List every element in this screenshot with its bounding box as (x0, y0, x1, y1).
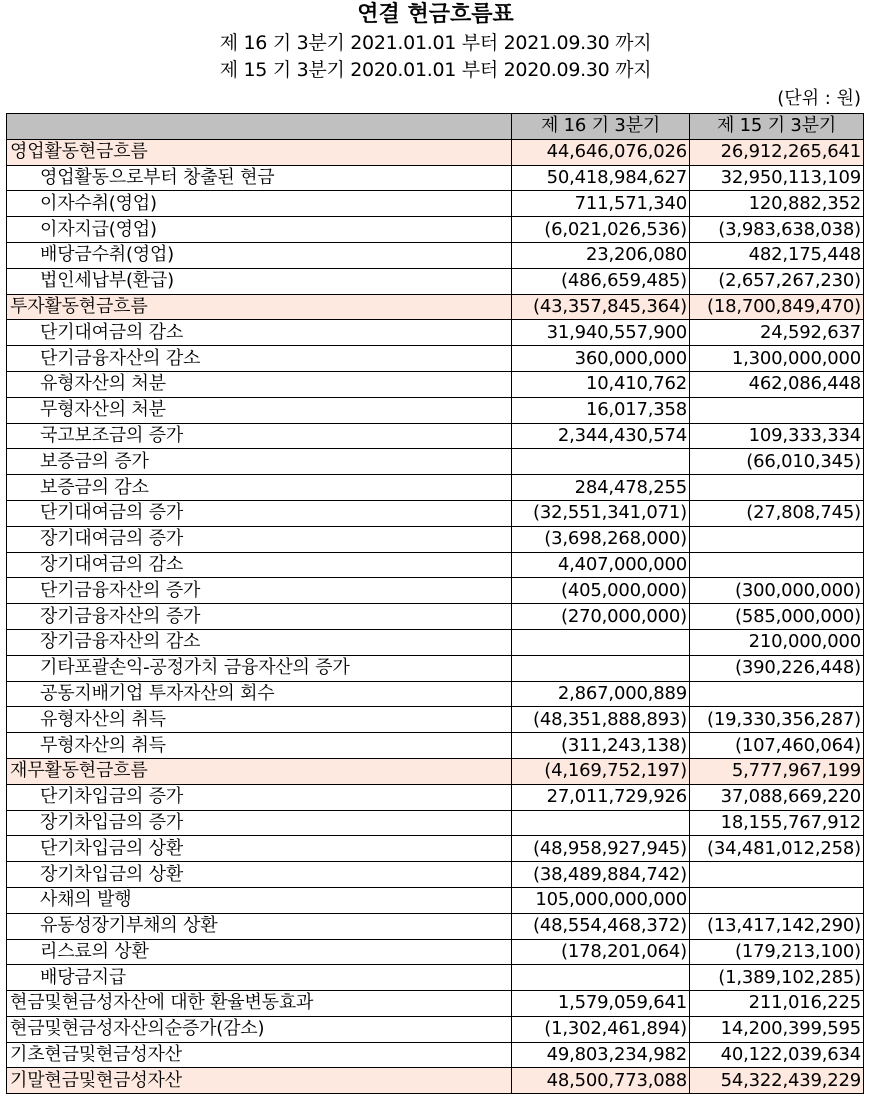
table-row (7, 320, 864, 346)
value-current: (32,551,341,071) (512, 500, 690, 526)
value-previous: 120,882,352 (690, 191, 864, 217)
value-current: 105,000,000,000 (512, 887, 690, 913)
table-row (7, 862, 864, 888)
table-row (7, 500, 864, 526)
table-row (7, 217, 864, 243)
value-current: (38,489,884,742) (512, 862, 690, 888)
value-previous: 1,300,000,000 (690, 346, 864, 372)
value-current: (178,201,064) (512, 939, 690, 965)
row-label: 장기차입금의 증가 (7, 810, 512, 836)
row-label: 공동지배기업 투자자산의 회수 (7, 681, 512, 707)
table-row (7, 191, 864, 217)
value-current: (43,357,845,364) (512, 294, 690, 320)
table-header-row (7, 114, 864, 140)
row-label: 단기대여금의 감소 (7, 320, 512, 346)
value-current: 50,418,984,627 (512, 165, 690, 191)
value-current: 49,803,234,982 (512, 1042, 690, 1068)
value-previous: 109,333,334 (690, 423, 864, 449)
value-previous: (66,010,345) (690, 449, 864, 475)
table-row (7, 965, 864, 991)
table-row (7, 733, 864, 759)
value-previous: 37,088,669,220 (690, 784, 864, 810)
row-label: 국고보조금의 증가 (7, 423, 512, 449)
value-current: (48,958,927,945) (512, 836, 690, 862)
value-previous: 210,000,000 (690, 629, 864, 655)
row-label: 단기차입금의 증가 (7, 784, 512, 810)
table-row (7, 526, 864, 552)
table-row (7, 681, 864, 707)
value-current: 48,500,773,088 (512, 1068, 690, 1094)
table-row (7, 475, 864, 501)
cash-flow-table (6, 113, 864, 1094)
table-row (7, 371, 864, 397)
period-previous: 제 15 기 3분기 2020.01.01 부터 2020.09.30 까지 (219, 59, 652, 81)
value-previous: 18,155,767,912 (690, 810, 864, 836)
row-label: 장기차입금의 상환 (7, 862, 512, 888)
value-current (512, 655, 690, 681)
table-row (7, 346, 864, 372)
table-row (7, 655, 864, 681)
value-current: (311,243,138) (512, 733, 690, 759)
value-previous: (19,330,356,287) (690, 707, 864, 733)
row-label: 장기대여금의 증가 (7, 526, 512, 552)
table-row (7, 913, 864, 939)
row-label: 기말현금및현금성자산 (7, 1068, 512, 1094)
value-previous: (300,000,000) (690, 578, 864, 604)
value-current: 360,000,000 (512, 346, 690, 372)
value-previous: 26,912,265,641 (690, 139, 864, 165)
row-label: 기초현금및현금성자산 (7, 1042, 512, 1068)
table-row (7, 629, 864, 655)
value-previous: (107,460,064) (690, 733, 864, 759)
table-body (7, 139, 864, 1093)
row-label: 유동성장기부채의 상환 (7, 913, 512, 939)
row-label: 이자지급(영업) (7, 217, 512, 243)
row-label: 영업활동으로부터 창출된 현금 (7, 165, 512, 191)
row-label: 재무활동현금흐름 (7, 758, 512, 784)
table-row (7, 887, 864, 913)
value-previous: (18,700,849,470) (690, 294, 864, 320)
value-current (512, 629, 690, 655)
row-label: 단기금융자산의 감소 (7, 346, 512, 372)
value-current: (48,554,468,372) (512, 913, 690, 939)
value-current (512, 965, 690, 991)
row-label: 영업활동현금흐름 (7, 139, 512, 165)
row-label: 장기금융자산의 증가 (7, 604, 512, 630)
table-row (7, 578, 864, 604)
value-current: (1,302,461,894) (512, 1016, 690, 1042)
table-row (7, 836, 864, 862)
table-row (7, 1016, 864, 1042)
row-label: 현금및현금성자산에 대한 환율변동효과 (7, 991, 512, 1017)
value-previous: (2,657,267,230) (690, 268, 864, 294)
value-current (512, 810, 690, 836)
period-current: 제 16 기 3분기 2021.01.01 부터 2021.09.30 까지 (219, 32, 652, 54)
row-label: 단기금융자산의 증가 (7, 578, 512, 604)
row-label: 기타포괄손익-공정가치 금융자산의 증가 (7, 655, 512, 681)
total-row (7, 1068, 864, 1094)
value-previous: (3,983,638,038) (690, 217, 864, 243)
value-current: 16,017,358 (512, 397, 690, 423)
value-previous: (27,808,745) (690, 500, 864, 526)
table-row (7, 552, 864, 578)
table-row (7, 397, 864, 423)
unit-label: (단위 : 원) (777, 88, 861, 109)
value-current: (270,000,000) (512, 604, 690, 630)
value-previous (690, 397, 864, 423)
value-current: 23,206,080 (512, 242, 690, 268)
value-current: (6,021,026,536) (512, 217, 690, 243)
table-row (7, 939, 864, 965)
row-label: 리스료의 상환 (7, 939, 512, 965)
value-previous: 5,777,967,199 (690, 758, 864, 784)
row-label: 무형자산의 취득 (7, 733, 512, 759)
table-row (7, 810, 864, 836)
table-row (7, 423, 864, 449)
document-title: 연결 현금흐름표 (357, 2, 514, 27)
value-previous: (585,000,000) (690, 604, 864, 630)
row-label: 장기대여금의 감소 (7, 552, 512, 578)
table-row (7, 784, 864, 810)
value-current: 1,579,059,641 (512, 991, 690, 1017)
table-row (7, 707, 864, 733)
value-current: 27,011,729,926 (512, 784, 690, 810)
value-previous: (13,417,142,290) (690, 913, 864, 939)
row-label: 유형자산의 취득 (7, 707, 512, 733)
value-previous: (390,226,448) (690, 655, 864, 681)
value-previous: 32,950,113,109 (690, 165, 864, 191)
table-row (7, 1042, 864, 1068)
table-row (7, 165, 864, 191)
value-previous: (34,481,012,258) (690, 836, 864, 862)
header-previous-period: 제 15 기 3분기 (690, 114, 864, 140)
header-current-period: 제 16 기 3분기 (512, 114, 690, 140)
value-current: 10,410,762 (512, 371, 690, 397)
row-label: 유형자산의 처분 (7, 371, 512, 397)
row-label: 이자수취(영업) (7, 191, 512, 217)
row-label: 보증금의 감소 (7, 475, 512, 501)
value-current: 2,867,000,889 (512, 681, 690, 707)
value-current: 711,571,340 (512, 191, 690, 217)
table-row (7, 268, 864, 294)
value-previous: 40,122,039,634 (690, 1042, 864, 1068)
value-previous: 14,200,399,595 (690, 1016, 864, 1042)
row-label: 무형자산의 처분 (7, 397, 512, 423)
value-current: 2,344,430,574 (512, 423, 690, 449)
row-label: 장기금융자산의 감소 (7, 629, 512, 655)
value-previous: 24,592,637 (690, 320, 864, 346)
section-row (7, 139, 864, 165)
value-current (512, 449, 690, 475)
table-row (7, 449, 864, 475)
value-previous (690, 552, 864, 578)
row-label: 단기차입금의 상환 (7, 836, 512, 862)
value-previous: (1,389,102,285) (690, 965, 864, 991)
table-row (7, 242, 864, 268)
value-current: 44,646,076,026 (512, 139, 690, 165)
table-row (7, 604, 864, 630)
row-label: 법인세납부(환급) (7, 268, 512, 294)
value-previous: (179,213,100) (690, 939, 864, 965)
value-current: 4,407,000,000 (512, 552, 690, 578)
row-label: 배당금지급 (7, 965, 512, 991)
value-current: 31,940,557,900 (512, 320, 690, 346)
row-label: 보증금의 증가 (7, 449, 512, 475)
row-label: 현금및현금성자산의순증가(감소) (7, 1016, 512, 1042)
row-label: 배당금수취(영업) (7, 242, 512, 268)
value-current: (48,351,888,893) (512, 707, 690, 733)
value-current: (405,000,000) (512, 578, 690, 604)
header-label (7, 114, 512, 140)
row-label: 단기대여금의 증가 (7, 500, 512, 526)
row-label: 투자활동현금흐름 (7, 294, 512, 320)
value-previous (690, 887, 864, 913)
section-row (7, 294, 864, 320)
value-current: 284,478,255 (512, 475, 690, 501)
section-row (7, 758, 864, 784)
value-current: (3,698,268,000) (512, 526, 690, 552)
value-previous (690, 526, 864, 552)
value-previous (690, 862, 864, 888)
table-row (7, 991, 864, 1017)
value-previous: 482,175,448 (690, 242, 864, 268)
value-current: (4,169,752,197) (512, 758, 690, 784)
row-label: 사채의 발행 (7, 887, 512, 913)
value-current: (486,659,485) (512, 268, 690, 294)
value-previous: 54,322,439,229 (690, 1068, 864, 1094)
value-previous (690, 475, 864, 501)
value-previous (690, 681, 864, 707)
value-previous: 462,086,448 (690, 371, 864, 397)
value-previous: 211,016,225 (690, 991, 864, 1017)
